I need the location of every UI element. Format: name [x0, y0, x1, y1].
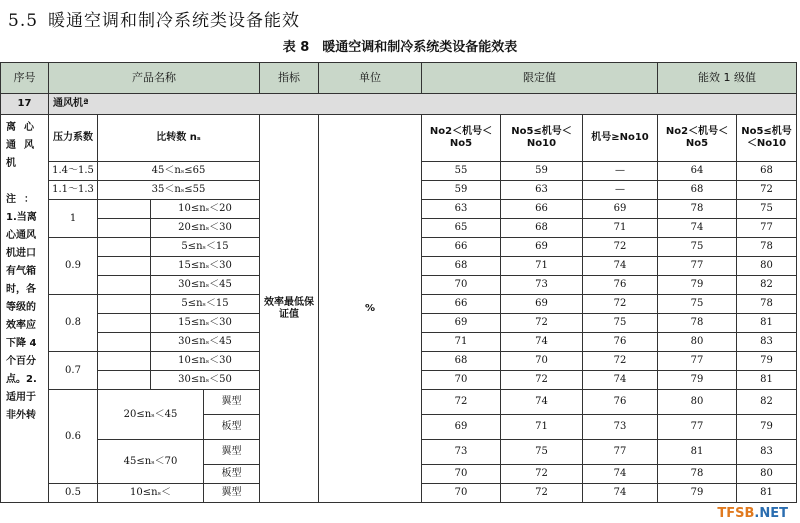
value-cell: 77	[658, 415, 737, 440]
value-cell: 72	[501, 371, 583, 390]
value-cell: 71	[501, 257, 583, 276]
value-cell: 59	[422, 181, 501, 200]
value-cell: 63	[422, 200, 501, 219]
value-cell: 70	[422, 484, 501, 503]
subheader-row	[1, 115, 797, 162]
value-cell: 69	[583, 200, 658, 219]
header-indicator: 指标	[260, 63, 319, 94]
speed-cell: 20≤nₛ＜45	[98, 390, 204, 440]
header-seq: 序号	[1, 63, 49, 94]
section-heading	[8, 6, 300, 31]
value-cell: 82	[737, 276, 797, 295]
blade-type-cell: 翼型	[204, 440, 260, 465]
value-cell: 74	[501, 390, 583, 415]
speed-cell: 35＜nₛ≤55	[98, 181, 260, 200]
left-note-cell	[1, 115, 49, 503]
header-limit: 限定值	[422, 63, 658, 94]
value-cell: 55	[422, 162, 501, 181]
speed-cell: 30≤nₛ＜45	[151, 276, 260, 295]
value-cell: 59	[501, 162, 583, 181]
value-cell: 79	[658, 276, 737, 295]
value-cell: 71	[501, 415, 583, 440]
section-title: 暖通空调和制冷系统类设备能效	[48, 11, 301, 31]
section-row	[1, 94, 797, 115]
sub-pressure: 压力系数	[49, 115, 98, 162]
note-text: 1.当离心通风机进口有气箱时，各等级的效率应下降 4 个百分点。2.适用于非外转	[6, 212, 37, 421]
speed-cell: 5≤nₛ＜15	[151, 295, 260, 314]
value-cell: 81	[737, 314, 797, 333]
sub-c3: 机号≥No10	[583, 115, 658, 162]
watermark-text-b: .NET	[754, 506, 788, 521]
pressure-cell: 0.8	[49, 295, 98, 352]
blade-type-cell: 翼型	[204, 390, 260, 415]
value-cell: 78	[658, 465, 737, 484]
value-cell: 75	[501, 440, 583, 465]
value-cell: 72	[501, 484, 583, 503]
value-cell: 74	[583, 257, 658, 276]
value-cell: 69	[501, 238, 583, 257]
value-cell: 72	[501, 465, 583, 484]
value-cell: 69	[422, 314, 501, 333]
fan-type-label: 离心通风机	[6, 122, 42, 169]
value-cell: 73	[583, 415, 658, 440]
value-cell: 69	[422, 415, 501, 440]
sub-c5: No5≤机号＜No10	[737, 115, 797, 162]
value-cell: 68	[658, 181, 737, 200]
value-cell: 80	[737, 257, 797, 276]
value-cell: 80	[658, 390, 737, 415]
speed-cell: 10≤nₛ＜30	[151, 352, 260, 371]
blade-type-cell: 板型	[204, 465, 260, 484]
value-cell: 65	[422, 219, 501, 238]
section-seq: 17	[1, 94, 49, 115]
value-cell: 72	[422, 390, 501, 415]
value-cell: 77	[658, 257, 737, 276]
value-cell: 72	[583, 238, 658, 257]
table-caption: 表 8 暖通空调和制冷系统类设备能效表	[282, 40, 518, 55]
value-cell: 75	[658, 295, 737, 314]
value-cell: 68	[501, 219, 583, 238]
table-header-row	[1, 63, 797, 94]
pressure-cell: 1	[49, 200, 98, 238]
pressure-cell: 1.1～1.3	[49, 181, 98, 200]
value-cell: 79	[737, 352, 797, 371]
header-level1: 能效 1 级值	[658, 63, 797, 94]
value-cell: 63	[501, 181, 583, 200]
pressure-cell: 0.6	[49, 390, 98, 484]
value-cell: 66	[501, 200, 583, 219]
value-cell: 74	[658, 219, 737, 238]
value-cell: 82	[737, 390, 797, 415]
speed-cell: 10≤nₛ＜	[98, 484, 204, 503]
value-cell: 68	[737, 162, 797, 181]
section-name: 通风机ª	[49, 94, 797, 115]
value-cell: 78	[737, 238, 797, 257]
value-cell: 76	[583, 333, 658, 352]
pressure-cell: 1.4～1.5	[49, 162, 98, 181]
value-cell: 72	[583, 352, 658, 371]
value-cell: 66	[422, 295, 501, 314]
value-cell: 75	[583, 314, 658, 333]
value-cell: 68	[422, 257, 501, 276]
value-cell: 83	[737, 333, 797, 352]
value-cell: 80	[658, 333, 737, 352]
note-title: 注：	[6, 194, 42, 205]
value-cell: 78	[658, 200, 737, 219]
speed-cell: 30≤nₛ＜50	[151, 371, 260, 390]
value-cell: 78	[658, 314, 737, 333]
value-cell: 79	[737, 415, 797, 440]
value-cell: 77	[658, 352, 737, 371]
pressure-cell: 0.5	[49, 484, 98, 503]
blade-type-cell: 翼型	[204, 484, 260, 503]
speed-cell: 15≤nₛ＜30	[151, 257, 260, 276]
value-cell: 64	[658, 162, 737, 181]
speed-cell: 45＜nₛ≤65	[98, 162, 260, 181]
value-cell: —	[583, 181, 658, 200]
efficiency-table	[0, 62, 797, 503]
value-cell: 75	[658, 238, 737, 257]
speed-cell: 15≤nₛ＜30	[151, 314, 260, 333]
header-unit: 单位	[319, 63, 422, 94]
sub-c4: No2＜机号＜No5	[658, 115, 737, 162]
sub-c2: No5≤机号＜No10	[501, 115, 583, 162]
watermark-text-a: TFSB	[717, 506, 755, 521]
value-cell: 79	[658, 484, 737, 503]
value-cell: 81	[737, 371, 797, 390]
sub-c1: No2＜机号＜No5	[422, 115, 501, 162]
value-cell: 69	[501, 295, 583, 314]
indicator-cell: 效率最低保证值	[260, 115, 319, 503]
pressure-cell: 0.9	[49, 238, 98, 295]
value-cell: 76	[583, 276, 658, 295]
value-cell: 71	[422, 333, 501, 352]
unit-cell: %	[319, 115, 422, 503]
speed-cell: 5≤nₛ＜15	[151, 238, 260, 257]
value-cell: 70	[501, 352, 583, 371]
value-cell: 72	[737, 181, 797, 200]
value-cell: 81	[737, 484, 797, 503]
value-cell: 76	[583, 390, 658, 415]
value-cell: 73	[422, 440, 501, 465]
value-cell: 71	[583, 219, 658, 238]
value-cell: 70	[422, 371, 501, 390]
speed-cell: 10≤nₛ＜20	[151, 200, 260, 219]
value-cell: 68	[422, 352, 501, 371]
value-cell: 74	[583, 371, 658, 390]
value-cell: 72	[583, 295, 658, 314]
value-cell: 79	[658, 371, 737, 390]
value-cell: 77	[737, 219, 797, 238]
value-cell: 78	[737, 295, 797, 314]
sub-speed: 比转数 nₛ	[98, 115, 260, 162]
value-cell: 74	[583, 484, 658, 503]
value-cell: 70	[422, 465, 501, 484]
section-number: 5.5	[8, 11, 39, 31]
value-cell: 77	[583, 440, 658, 465]
value-cell: 72	[501, 314, 583, 333]
watermark-logo	[717, 506, 788, 521]
speed-cell: 30≤nₛ＜45	[151, 333, 260, 352]
speed-cell: 20≤nₛ＜30	[151, 219, 260, 238]
speed-cell: 45≤nₛ＜70	[98, 440, 204, 484]
value-cell: 74	[583, 465, 658, 484]
value-cell: 70	[422, 276, 501, 295]
header-product: 产品名称	[49, 63, 260, 94]
value-cell: —	[583, 162, 658, 181]
value-cell: 80	[737, 465, 797, 484]
value-cell: 83	[737, 440, 797, 465]
value-cell: 73	[501, 276, 583, 295]
pressure-cell: 0.7	[49, 352, 98, 390]
value-cell: 66	[422, 238, 501, 257]
blade-type-cell: 板型	[204, 415, 260, 440]
value-cell: 74	[501, 333, 583, 352]
value-cell: 81	[658, 440, 737, 465]
value-cell: 75	[737, 200, 797, 219]
